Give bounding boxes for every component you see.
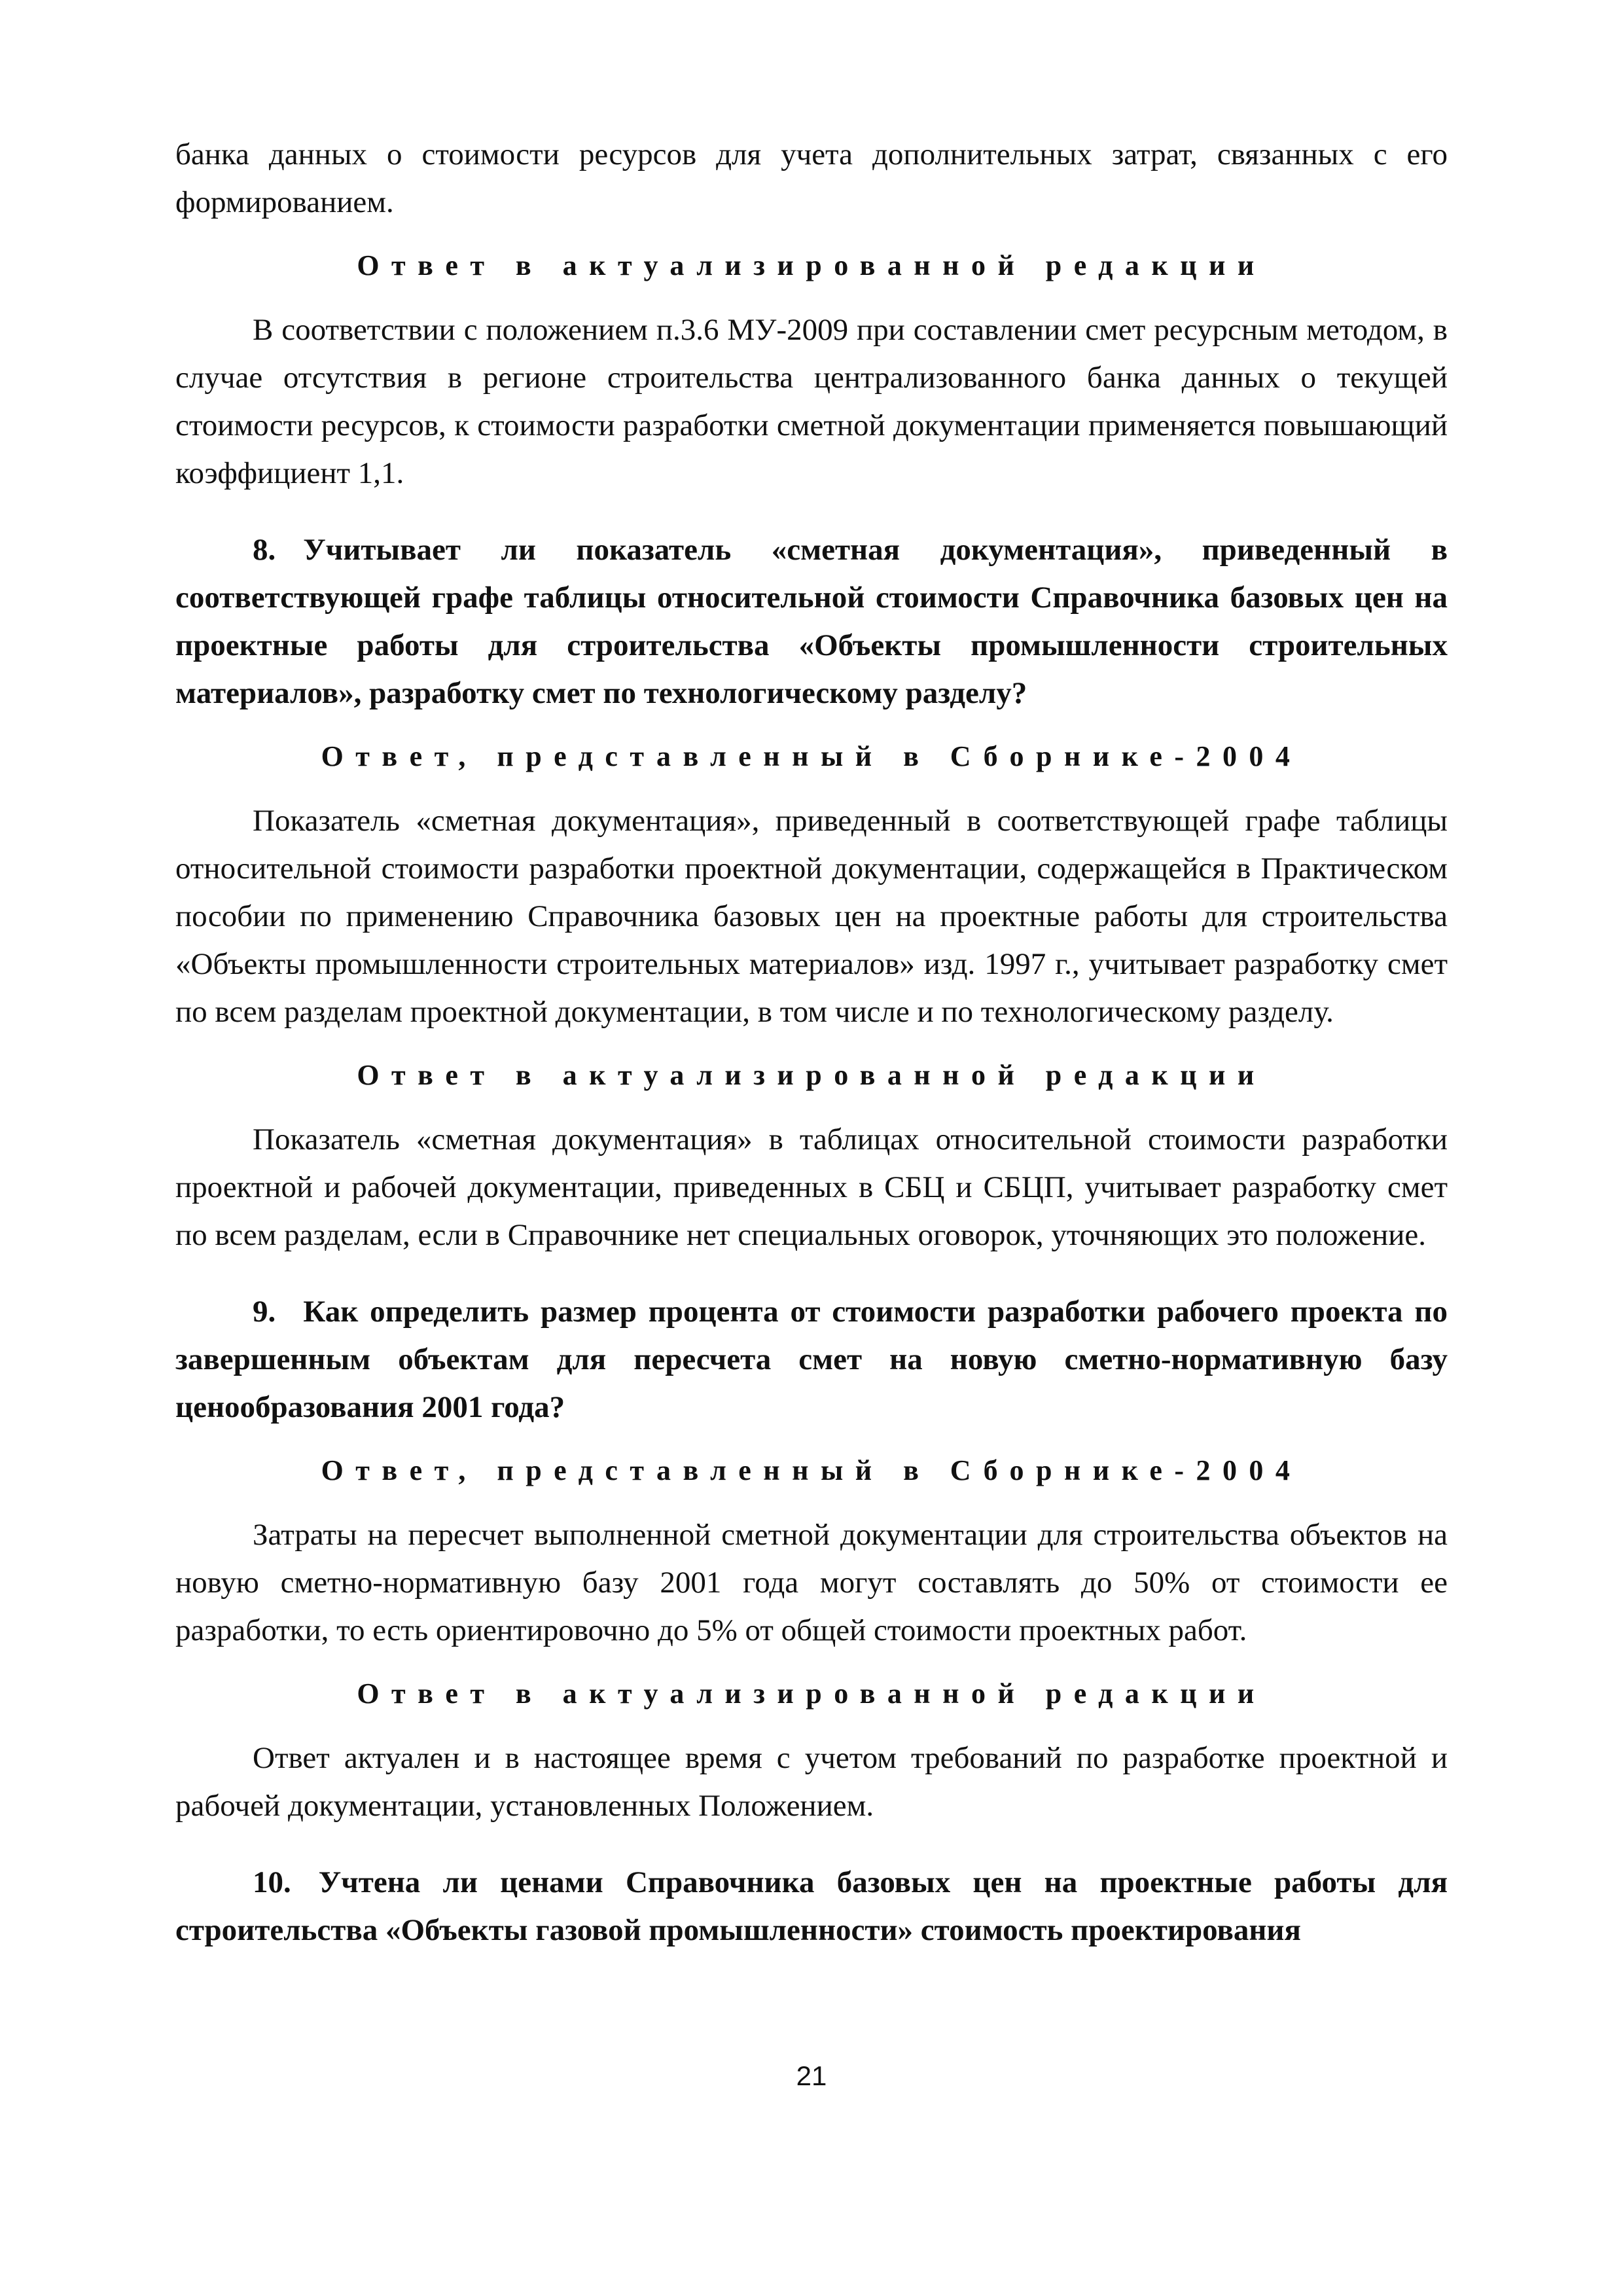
- paragraph-answer: В соответствии с положением п.3.6 МУ-2009 при составлении смет ресурсным методом, в случае отсутствия в регионе строительства централизованного банка данных о текущей стоимости ресурсов, к стоимости разработки сметной документации применяется повышающий коэффициент 1,1.: [175, 313, 1448, 490]
- section-heading-updated-answer: Ответ в актуализированной редакции: [357, 1059, 1266, 1091]
- question-text: Учтена ли ценами Справочника базовых цен на проектные работы для строительства «Объекты газовой промышленности» стоимость проектирования: [175, 1865, 1448, 1947]
- paragraph-answer: Показатель «сметная документация» в таблицах относительной стоимости разработки проектной и рабочей документации, приведенных в СБЦ и СБЦП, учитывает разработку смет по всем разделам, если в Справочнике нет специальных оговорок, уточняющих это положение.: [175, 1122, 1448, 1252]
- question-number: 8.: [253, 533, 276, 567]
- paragraph-answer: Показатель «сметная документация», приведенный в соответствующей графе таблицы относительной стоимости разработки проектной документации, содержащейся в Практическом пособии по применению Справочника базовых цен на проектные работы для строительства «Объекты промышленности строительных материалов» изд. 1997 г., учитывает разработку смет по всем разделам проектной документации, в том числе и по технологическому разделу.: [175, 804, 1448, 1029]
- question-10: [175, 1859, 1448, 1954]
- document-page: [175, 131, 1448, 2160]
- section-heading-2004-answer: Ответ, представленный в Сборнике-2004: [321, 740, 1302, 772]
- section-heading-updated-answer: Ответ в актуализированной редакции: [357, 249, 1266, 281]
- question-9: [175, 1288, 1448, 1431]
- section-heading-updated-answer: Ответ в актуализированной редакции: [357, 1677, 1266, 1710]
- question-number: 10.: [253, 1865, 291, 1899]
- paragraph-answer: Ответ актуален и в настоящее время с учетом требований по разработке проектной и рабочей документации, установленных Положением.: [175, 1741, 1448, 1823]
- paragraph-answer: Затраты на пересчет выполненной сметной документации для строительства объектов на новую сметно-нормативную базу 2001 года могут составлять до 50% от стоимости ее разработки, то есть ориентировочно до 5% от общей стоимости проектных работ.: [175, 1518, 1448, 1647]
- section-heading-2004-answer: Ответ, представленный в Сборнике-2004: [321, 1454, 1302, 1486]
- question-text: Как определить размер процента от стоимости разработки рабочего проекта по завершенным объектам для пересчета смет на новую сметно-нормативную базу ценообразования 2001 года?: [175, 1295, 1448, 1424]
- question-8: [175, 526, 1448, 717]
- page-number: 21: [796, 2060, 827, 2091]
- question-number: 9.: [253, 1295, 276, 1329]
- paragraph-continuation: банка данных о стоимости ресурсов для учета дополнительных затрат, связанных с его формированием.: [175, 137, 1448, 219]
- question-text: Учитывает ли показатель «сметная документация», приведенный в соответствующей графе таблицы относительной стоимости Справочника базовых цен на проектные работы для строительства «Объекты промышленности строительных материалов», разработку смет по технологическому разделу?: [175, 533, 1448, 710]
